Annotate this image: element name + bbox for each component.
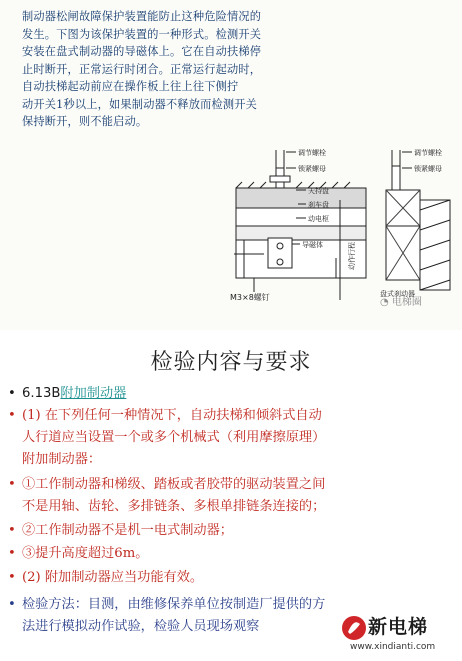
intro-line: 动开关1秒以上，如果制动器不释放而检测开关	[22, 97, 258, 111]
label-brake-disc: 刹车盘	[308, 201, 329, 209]
brake-switch-diagram	[0, 0, 462, 330]
item-number: 6.13B	[22, 386, 61, 401]
list-item	[8, 405, 448, 471]
bullet: •	[8, 523, 16, 538]
list-item	[8, 594, 338, 638]
label-armature: 动电枢	[308, 215, 329, 223]
watermark	[380, 293, 422, 308]
watermark-text: 电梯圈	[391, 297, 422, 308]
list-item	[8, 567, 448, 589]
list-item	[8, 474, 448, 518]
logo-mark-icon	[340, 614, 368, 642]
brand-logo	[340, 612, 462, 661]
section-title: 检验内容与要求	[150, 350, 312, 375]
bullet: •	[8, 408, 16, 423]
watermark-icon: ◔	[380, 297, 392, 308]
bullet: •	[8, 597, 16, 612]
logo-name: 新电梯	[368, 616, 429, 638]
intro-line: 安装在盘式制动器的导磁体上。它在自动扶梯停	[22, 45, 262, 58]
label-lock-nut-right: 锁紧螺母	[414, 165, 442, 173]
logo-url: www.xindianti.com	[350, 642, 436, 652]
item-line: (2) 附加制动器应当功能有效。	[22, 570, 204, 585]
item-line: 不是用轴、齿轮、多排链条、多根单排链条连接的；	[22, 499, 326, 514]
list-item	[8, 543, 448, 565]
bullet: •	[8, 546, 16, 561]
label-travel: 动作行程	[348, 242, 356, 270]
item-line: 人行道应当设置一个或多个机械式（利用摩擦原理）	[22, 430, 326, 445]
item-line: 附加制动器：	[22, 452, 102, 467]
item-line: (1) 在下列任何一种情况下，自动扶梯和倾斜式自动	[22, 408, 322, 423]
item-line: ③提升高度超过6m。	[22, 546, 149, 561]
item-line: ①工作制动器和梯级、踏板或者胶带的驱动装置之间	[22, 477, 326, 492]
label-holder: 导磁体	[302, 241, 323, 249]
item-line: ②工作制动器不是机一电式制动器；	[22, 523, 233, 538]
intro-line: 止时断开，正常运行时闭合。正常运行起动时，	[22, 62, 262, 76]
item-line: 检验方法：目测，由维修保养单位按制造厂提供的方	[22, 597, 326, 612]
bullet: •	[8, 477, 16, 492]
label-yoke: 天持盘	[308, 187, 329, 195]
label-adjust-screw-right: 调节螺栓	[414, 149, 442, 157]
label-adjust-screw-left: 调节螺栓	[298, 149, 326, 157]
label-m3-screw: M3×8螺钉	[230, 293, 270, 302]
list-item-heading	[8, 383, 448, 405]
intro-line: 自动扶梯起动前应在操作板上往上往下侧拧	[22, 80, 239, 93]
bullet: •	[8, 386, 16, 401]
intro-line: 保持断开，则不能启动。	[22, 115, 148, 128]
label-lock-nut-left: 锁紧螺母	[298, 165, 326, 173]
intro-line: 发生。下图为该保护装置的一种形式。检测开关	[22, 27, 262, 41]
item-line: 法进行模拟动作试验，检验人员现场观察	[22, 619, 260, 634]
list-item	[8, 520, 448, 542]
bullet: •	[8, 570, 16, 585]
label-brake-disc-right: 盘式刹动器	[380, 290, 415, 298]
additional-brake-link[interactable]: 附加制动器	[60, 386, 127, 401]
intro-line: 制动器松闸故障保护装置能防止这种危险情况的	[22, 10, 262, 23]
